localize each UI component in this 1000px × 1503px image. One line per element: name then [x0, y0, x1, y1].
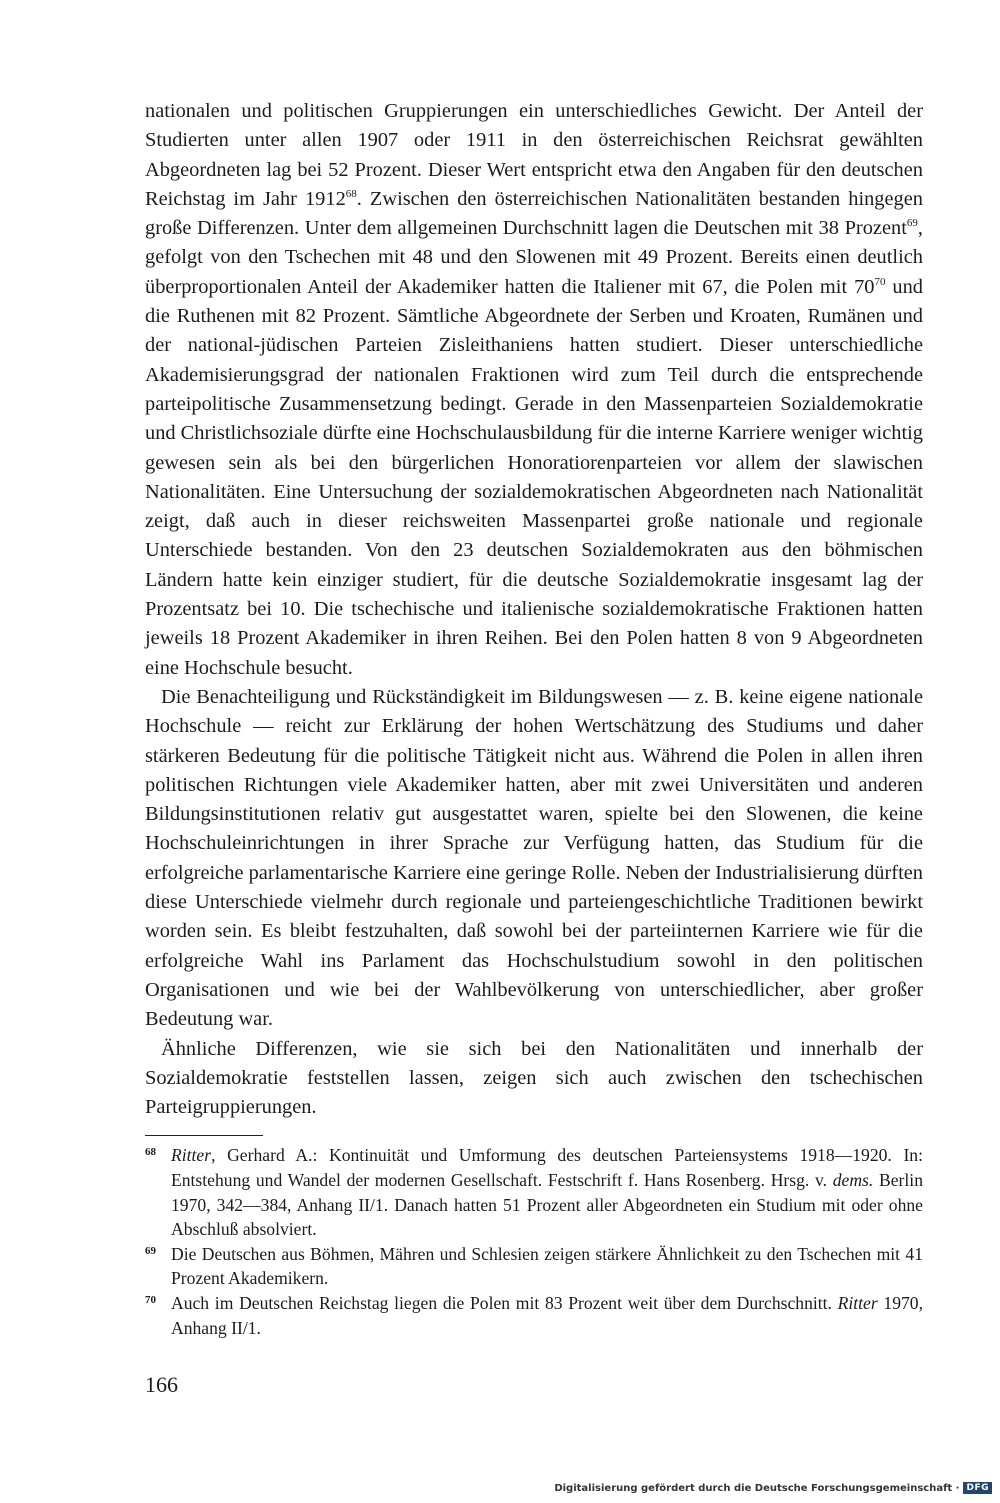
- footnote-text: 1970, Anhang II/1.: [171, 1292, 924, 1338]
- paragraph-text: , gefolgt von den Tschechen mit 48 und den Slowenen mit 49 Prozent. Bereits einen deutlich überproportionalen Anteil der Akademiker hatten die Italiener mit 67, die Polen mit 70: [145, 217, 923, 298]
- body-paragraph-3: Ähnliche Differenzen, wie sie sich bei den Nationalitäten und innerhalb der Sozialdemokratie feststellen lassen, zeigen sich auch zwischen den tschechischen Parteigruppierungen.: [145, 1037, 923, 1119]
- footnote-70: [145, 1291, 923, 1340]
- page-content: [145, 97, 923, 1340]
- paragraph-text: . Zwischen den österreichischen Nationalitäten bestanden hingegen große Differenzen. Unter dem allgemeinen Durchschnitt lagen die Deutschen mit 38 Prozent: [145, 187, 923, 240]
- footnote-number: 69: [145, 1244, 156, 1257]
- body-paragraph-2: Die Benachteiligung und Rückständigkeit im Bildungswesen — z. B. keine eigene nationale Hochschule — reicht zur Erklärung der hohen Wertschätzung des Studiums und daher stärkeren Bedeutung für die politische Tätigkeit nicht aus. Während die Polen in allen ihren politischen Richtungen viele Akademiker hatten, aber mit zwei Universitäten und anderen Bildungsinstitutionen relativ gut ausgestattet waren, spielte bei den Slowenen, die keine Hochschuleinrichtungen in ihrer Sprache zur Verfügung hatten, das Studium für die erfolgreiche parlamentarische Karriere eine geringe Rolle. Neben der Industrialisierung dürften diese Unterschiede vielmehr durch regionale und parteiengeschichtliche Traditionen bewirkt worden sein. Es bleibt festzuhalten, daß sowohl bei der parteiinternen Karriere wie für die erfolgreiche Wahl ins Parlament das Hochschulstudium sowohl in den politischen Organisationen und wie bei der Wahlbevölkerung von unterschiedlicher, aber großer Bedeutung war.: [145, 685, 923, 1031]
- digitization-credit: [554, 1482, 992, 1494]
- paragraph-text: nationalen und politischen Gruppierungen ein unterschiedliches Gewicht. Der Anteil der Studierten unter allen 1907 oder 1911 in den österreichischen Reichsrat gewählten Abgeordneten lag bei 52 Prozent. Dieser Wert entspricht etwa den Angaben für den deutschen Reichstag im Jahr 1912: [145, 100, 923, 210]
- footnote-text: Die Deutschen aus Böhmen, Mähren und Schlesien zeigen stärkere Ähnlichkeit zu den Tschechen mit 41 Prozent Akademikern.: [171, 1243, 923, 1289]
- footnote-dems: dems.: [832, 1169, 874, 1190]
- footnote-69: [145, 1242, 923, 1291]
- footnote-divider: [145, 1135, 263, 1136]
- page-number: 166: [145, 1372, 178, 1397]
- footnote-author: Ritter: [171, 1145, 212, 1166]
- paragraph-text: und die Ruthenen mit 82 Prozent. Sämtliche Abgeordnete der Serben und Kroaten, Rumänen und der national-jüdischen Parteien Zisleithaniens hatten studiert. Dieser unterschiedliche Akademisierungsgrad der nationalen Fraktionen wird zum Teil durch die entsprechende parteipolitische Zusammensetzung bedingt. Gerade in den Massenparteien Sozialdemokratie und Christlichsoziale dürfte eine Hochschulausbildung für die interne Karriere weniger wichtig gewesen sein als bei den bürgerlichen Honoratiorenparteien vor allem der slawischen Nationalitäten. Eine Untersuchung der sozialdemokratischen Abgeordneten nach Nationalität zeigt, daß auch in dieser reichsweiten Massenpartei große nationale und regionale Unterschiede bestanden. Von den 23 deutschen Sozialdemokraten aus den böhmischen Ländern hatte kein einziger studiert, für die deutsche Sozialdemokratie insgesamt lag der Prozentsatz bei 10. Die tschechische und italienische sozialdemokratische Fraktionen hatten jeweils 18 Prozent Akademiker in ihren Reihen. Bei den Polen hatten 8 von 9 Abgeordneten eine Hochschule besucht.: [145, 275, 924, 679]
- footnote-text: Berlin 1970, 342—384, Anhang II/1. Danach hatten 51 Prozent aller Abgeordneten ein Studium mit oder ohne Abschluß absolviert.: [171, 1169, 923, 1240]
- body-paragraph-1: [145, 97, 923, 683]
- footnote-68: [145, 1143, 923, 1241]
- dfg-logo-icon: DFG: [963, 1482, 992, 1494]
- footnote-author: Ritter: [837, 1292, 878, 1313]
- footnote-number: 70: [145, 1293, 156, 1306]
- footnote-text: , Gerhard A.: Kontinuität und Umformung des deutschen Parteiensystems 1918—1920. In: Entstehung und Wandel der modernen Gesellschaft. Festschrift f. Hans Rosenberg. Hrsg. v.: [171, 1145, 923, 1190]
- footnote-ref-69[interactable]: 69: [906, 217, 918, 230]
- credit-text: Digitalisierung gefördert durch die Deutsche Forschungsgemeinschaft ·: [554, 1482, 960, 1494]
- footnote-ref-68[interactable]: 68: [345, 187, 357, 200]
- footnote-number: 68: [145, 1146, 156, 1159]
- footnote-ref-70[interactable]: 70: [874, 275, 886, 288]
- footnote-text: Auch im Deutschen Reichstag liegen die Polen mit 83 Prozent weit über dem Durchschnitt.: [171, 1292, 838, 1313]
